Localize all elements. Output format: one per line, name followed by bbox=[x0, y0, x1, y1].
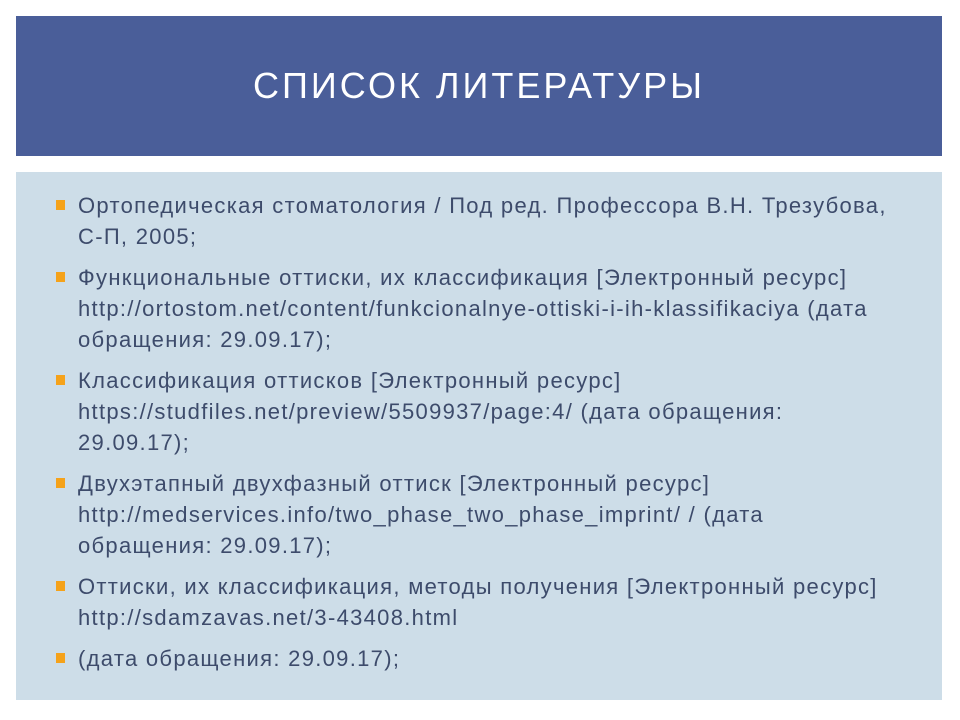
square-bullet-icon bbox=[56, 581, 65, 591]
square-bullet-icon bbox=[56, 478, 65, 488]
reference-text: Ортопедическая стоматология / Под ред. Профессора В.Н. Трезубова, С-П, 2005; bbox=[78, 193, 887, 249]
reference-text: Оттиски, их классификация, методы получения [Электронный ресурс] http://sdamzavas.net/3-43408.html bbox=[78, 574, 878, 630]
reference-item bbox=[16, 365, 902, 458]
reference-item bbox=[16, 643, 902, 674]
references-panel bbox=[16, 172, 942, 700]
references-list bbox=[16, 172, 942, 674]
reference-text: Двухэтапный двухфазный оттиск [Электронный ресурс] http://medservices.info/two_phase_two_phase_imprint/ / (дата обращения: 29.09.17); bbox=[78, 471, 764, 558]
square-bullet-icon bbox=[56, 272, 65, 282]
square-bullet-icon bbox=[56, 653, 65, 663]
reference-item bbox=[16, 262, 902, 355]
reference-text: (дата обращения: 29.09.17); bbox=[78, 646, 401, 671]
square-bullet-icon bbox=[56, 375, 65, 385]
square-bullet-icon bbox=[56, 200, 65, 210]
reference-item bbox=[16, 190, 902, 252]
title-bar bbox=[16, 16, 942, 156]
slide-title: СПИСОК ЛИТЕРАТУРЫ bbox=[253, 65, 705, 106]
reference-text: Классификация оттисков [Электронный ресурс] https://studfiles.net/preview/5509937/page:4/ (дата обращения: 29.09.17); bbox=[78, 368, 784, 455]
reference-item bbox=[16, 571, 902, 633]
reference-text: Функциональные оттиски, их классификация [Электронный ресурс] http://ortostom.net/content/funkcionalnye-ottiski-i-ih-klassifikaciya (дата обращения: 29.09.17); bbox=[78, 265, 868, 352]
reference-item bbox=[16, 468, 902, 561]
